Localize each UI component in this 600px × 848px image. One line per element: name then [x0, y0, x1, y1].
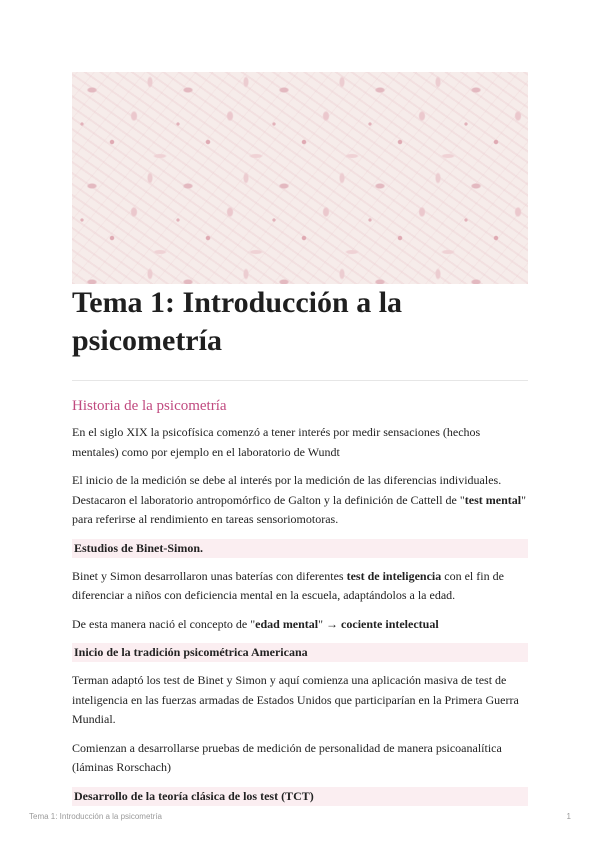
footer-title: Tema 1: Introducción a la psicometría: [29, 812, 162, 821]
bold-term-test-inteligencia: test de inteligencia: [346, 568, 442, 583]
paragraph-terman: Terman adaptó los test de Binet y Simon y aquí comienza una aplicación masiva de test de inteligencia en las fuerzas armadas de Estados Unidos que participarían en la Primera Guerra Mundial.: [72, 673, 519, 726]
page-content: [72, 396, 528, 815]
paragraph-binet-simon: [72, 567, 528, 606]
bold-term-edad-mental: edad mental: [255, 616, 319, 631]
paragraph-galton-cattell: [72, 471, 528, 530]
paragraph-edad-mental: [72, 615, 528, 635]
subheading-binet-simon: Estudios de Binet-Simon.: [72, 539, 528, 558]
bold-term-cociente-intelectual: cociente intelectual: [341, 616, 439, 631]
paragraph-wundt: En el siglo XIX la psicofísica comenzó a tener interés por medir sensaciones (hechos mentales) como por ejemplo en el laboratorio de Wundt: [72, 425, 481, 459]
text: De esta manera nació el concepto de ": [72, 616, 256, 631]
subheading-tct: Desarrollo de la teoría clásica de los test (TCT): [72, 787, 528, 806]
page-footer: [29, 812, 571, 821]
text: " para referirse al rendimiento en tareas sensoriomotoras.: [72, 492, 526, 526]
text: El inicio de la medición se debe al interés por la medición de las diferencias individuales. Destacaron el laboratorio antropomórfico de Galton y la definición de Cattell de ": [72, 473, 502, 507]
text: Binet y Simon desarrollaron unas baterías con diferentes: [72, 568, 347, 583]
cover-image: [72, 72, 528, 284]
text: con el fin de diferenciar a niños con deficiencia mental en la escuela, adaptándolos a la edad.: [72, 568, 504, 602]
page-number: 1: [566, 812, 571, 821]
page-title: Tema 1: Introducción a la psicometría: [72, 286, 403, 357]
subheading-tradicion-americana: Inicio de la tradición psicométrica Americana: [72, 643, 528, 662]
bold-term-test-mental: test mental: [464, 492, 522, 507]
title-divider: [72, 380, 528, 381]
section-heading: Historia de la psicometría: [72, 398, 227, 414]
text: " →: [318, 616, 342, 631]
paragraph-rorschach: Comienzan a desarrollarse pruebas de medición de personalidad de manera psicoanalítica (láminas Rorschach): [72, 740, 502, 774]
